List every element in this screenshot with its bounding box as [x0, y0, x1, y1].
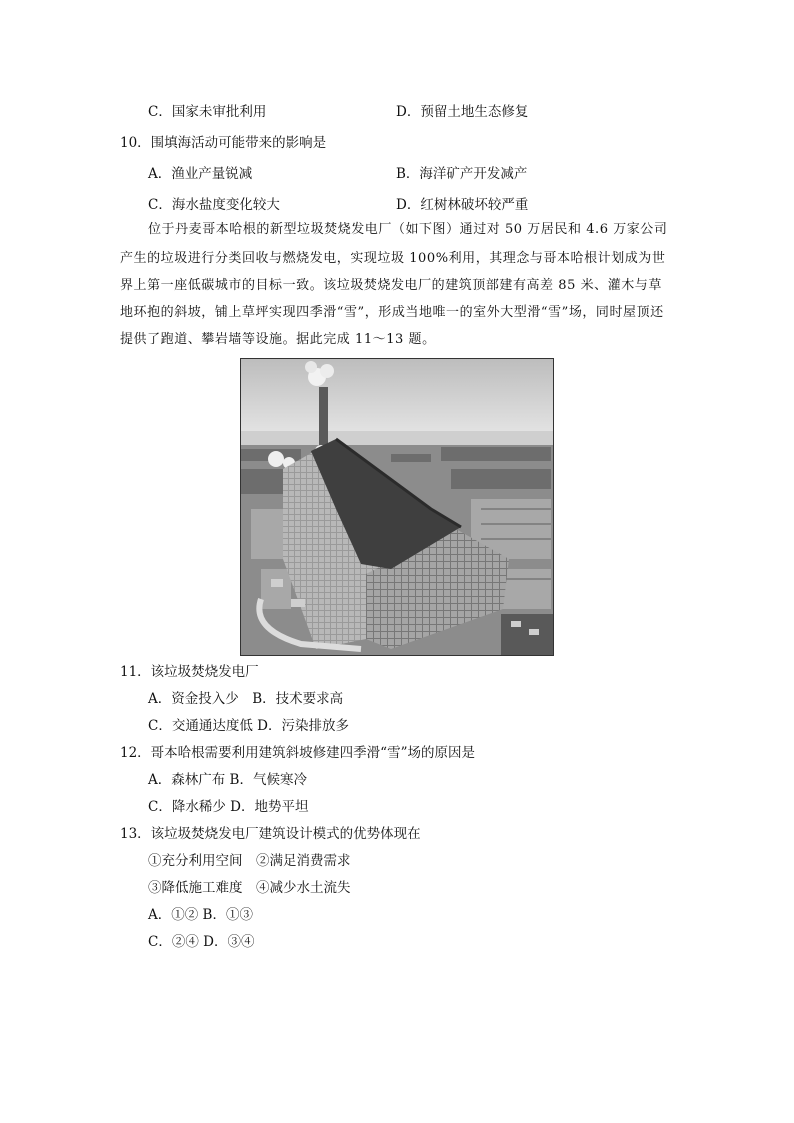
q10-option-c: C．海水盐度变化较大 [148, 197, 280, 213]
q11-options-ab: A．资金投入少 B．技术要求高 [148, 691, 344, 707]
power-plant-photo [240, 358, 554, 656]
q11-options-cd: C．交通通达度低 D．污染排放多 [148, 718, 349, 734]
q12-options-cd: C．降水稀少 D．地势平坦 [148, 799, 309, 815]
q13-options-ab: A．①② B．①③ [148, 907, 253, 923]
q13-options-cd: C．②④ D．③④ [148, 934, 255, 950]
q12-options-ab: A．森林广布 B．气候寒冷 [148, 772, 307, 788]
q11-stem: 11．该垃圾焚烧发电厂 [120, 664, 259, 680]
q13-stem: 13．该垃圾焚烧发电厂建筑设计模式的优势体现在 [120, 826, 421, 842]
q10-stem: 10．围填海活动可能带来的影响是 [120, 135, 327, 151]
passage-line-5: 提供了跑道、攀岩墙等设施。据此完成 11～13 题。 [120, 332, 436, 347]
q12-stem: 12．哥本哈根需要利用建筑斜坡修建四季滑“雪”场的原因是 [120, 745, 475, 761]
passage-line-4: 地环抱的斜坡，铺上草坪实现四季滑“雪”，形成当地唯一的室外大型滑“雪”场，同时屋顶还 [120, 305, 664, 320]
q13-statements-34: ③降低施工难度 ④减少水土流失 [148, 880, 351, 896]
passage-line-1: 位于丹麦哥本哈根的新型垃圾焚烧发电厂（如下图）通过对 50 万居民和 4.6 万家公司 [148, 222, 668, 237]
q9-option-c: C．国家未审批利用 [148, 104, 267, 120]
passage-line-3: 界上第一座低碳城市的目标一致。该垃圾焚烧发电厂的建筑顶部建有高差 85 米、灌木与草 [120, 278, 662, 293]
q10-option-d: D．红树林破坏较严重 [396, 197, 529, 213]
q10-option-b: B．海洋矿产开发减产 [396, 166, 528, 182]
passage-line-2: 产生的垃圾进行分类回收与燃烧发电，实现垃圾 100%利用，其理念与哥本哈根计划成为世 [120, 251, 666, 266]
q13-statements-12: ①充分利用空间 ②满足消费需求 [148, 853, 351, 869]
q9-option-d: D．预留土地生态修复 [396, 104, 529, 120]
q10-option-a: A．渔业产量锐减 [148, 166, 253, 182]
